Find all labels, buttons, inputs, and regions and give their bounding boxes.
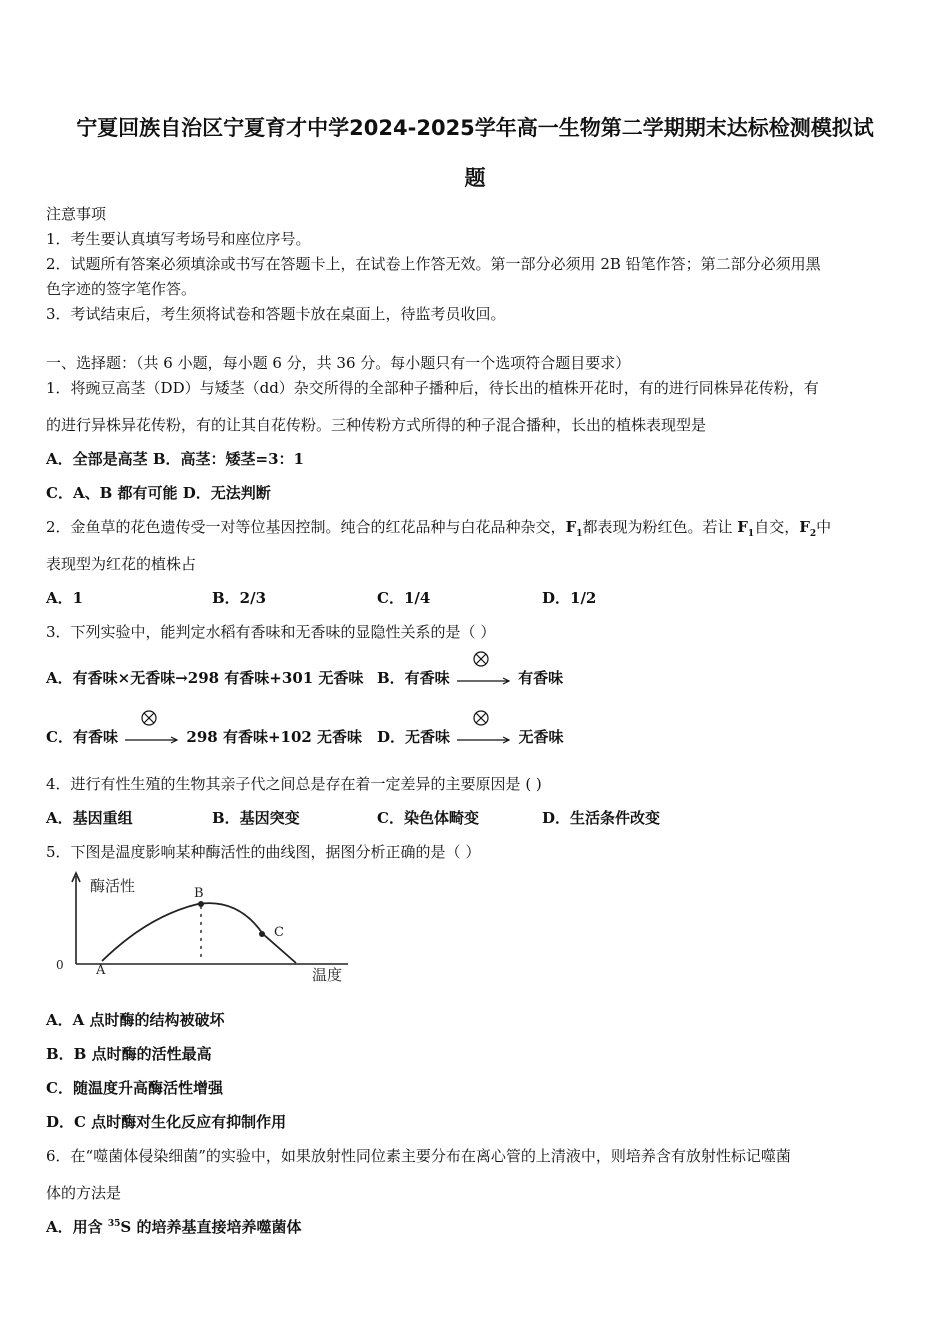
figure-point-b-label: B [194,886,204,901]
notice-item-3: 3．考试结束后，考生须将试卷和答题卡放在桌面上，待监考员收回。 [46,305,506,323]
q5-option-c: C．随温度升高酶活性增强 [46,1079,223,1097]
q3-option-c-left: C．有香味 [46,728,118,746]
q2-option-b: B．2/3 [212,589,267,607]
q2-f1-subscript: 1 [576,529,583,539]
q2-f1b-symbol: F [737,518,748,536]
page-title-line2: 题 [464,166,486,190]
q2-f2-symbol: F [799,518,810,536]
q2-stem-part-d: 中 [816,518,832,536]
q3-option-d-left: D．无香味 [377,728,451,746]
q3-option-c [46,726,362,748]
q2-f1-symbol: F [565,518,577,536]
figure-x-label: 温度 [312,966,343,984]
q5-option-b: B．B 点时酶的活性最高 [46,1045,212,1063]
q3-stem: 3．下列实验中，能判定水稻有香味和无香味的显隐性关系的是（ ） [46,623,496,641]
q3-option-b-left: B．有香味 [377,669,450,687]
q2-f1b-subscript: 1 [747,529,755,539]
page-title-line1: 宁夏回族自治区宁夏育才中学2024-2025学年高一生物第二学期期末达标检测模拟试 [76,116,874,140]
q3-option-c-right: 298 有香味+102 无香味 [186,728,363,746]
q6-option-a-prefix: A．用含 [46,1218,108,1236]
q3-option-a: A．有香味×无香味→298 有香味+301 无香味 [46,669,364,687]
q4-option-d: D．生活条件改变 [542,809,661,827]
q3-option-d [377,726,564,748]
q2-option-a: A．1 [46,589,84,607]
q1-options-cd: C．A、B 都有可能 D．无法判断 [46,484,271,502]
q1-stem-line1: 1．将豌豆高茎（DD）与矮茎（dd）杂交所得的全部种子播种后，待长出的植株开花时，有的进行同株异花传粉，有 [46,379,819,397]
point-b-marker [198,901,204,907]
notice-item-2-cont: 色字迹的签字笔作答。 [46,280,197,298]
q3-option-b [377,667,563,689]
q4-option-c: C．染色体畸变 [377,809,479,827]
q5-option-d: D．C 点时酶对生化反应有抑制作用 [46,1113,287,1131]
q6-isotope-superscript: 35 [107,1219,121,1229]
q2-option-c: C．1/4 [377,589,431,607]
q6-stem-line2: 体的方法是 [46,1184,122,1202]
q3-option-b-right: 有香味 [518,669,564,687]
q2-f2-subscript: 2 [809,529,817,539]
notice-item-2: 2．试题所有答案必须填涂或书写在答题卡上，在试卷上作答无效。第一部分必须用 2B 铅笔作答；第二部分必须用黑 [46,255,821,273]
point-c-marker [259,931,265,937]
q5-option-a: A．A 点时酶的结构被破坏 [46,1011,225,1029]
figure-point-c-label: C [274,925,284,940]
q2-stem-part-c: 自交， [754,518,800,536]
q2-stem-part-a: 2．金鱼草的花色遗传受一对等位基因控制。纯合的红花品种与白花品种杂交， [46,518,566,536]
q6-option-a [46,1216,301,1237]
notice-heading: 注意事项 [46,205,107,223]
q6-stem-line1: 6．在“噬菌体侵染细菌”的实验中，如果放射性同位素主要分布在离心管的上清液中，则培养含有放射性标记噬菌 [46,1147,791,1165]
q1-stem-line2: 的进行异株异花传粉，有的让其自花传粉。三种传粉方式所得的种子混合播种，长出的植株表现型是 [46,416,707,434]
q5-stem: 5．下图是温度影响某种酶活性的曲线图，据图分析正确的是（ ） [46,843,481,861]
notice-item-1: 1．考生要认真填写考场号和座位序号。 [46,230,311,248]
q1-options-ab: A．全部是高茎 B．高茎：矮茎=3：1 [46,450,304,468]
section-heading: 一、选择题：（共 6 小题，每小题 6 分，共 36 分。每小题只有一个选项符合题目要求） [46,354,631,372]
activity-curve [102,903,296,963]
q2-option-d: D．1/2 [542,589,597,607]
q2-stem-line2: 表现型为红花的植株占 [46,555,197,573]
q6-option-a-suffix: S 的培养基直接培养噬菌体 [120,1218,302,1236]
q2-stem-line1 [46,516,831,539]
selfing-arrow-icon [455,728,513,748]
enzyme-temperature-figure [48,868,368,986]
figure-origin-label: 0 [56,958,64,972]
q2-stem-part-b: 都表现为粉红色。若让 [582,518,738,536]
q4-stem: 4．进行有性生殖的生物其亲子代之间总是存在着一定差异的主要原因是 ( ) [46,775,542,793]
q4-option-a: A．基因重组 [46,809,133,827]
q3-option-d-right: 无香味 [518,728,564,746]
selfing-arrow-icon [123,728,181,748]
figure-point-a-label: A [96,963,106,978]
selfing-arrow-icon [455,669,513,689]
q4-option-b: B．基因突变 [212,809,300,827]
figure-y-label: 酶活性 [90,877,136,895]
